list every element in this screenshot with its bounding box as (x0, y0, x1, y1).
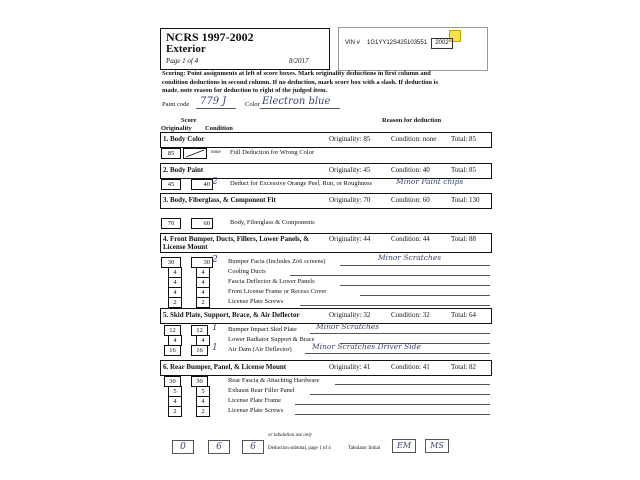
originality-score-box[interactable]: 4 (168, 267, 182, 278)
deduction-mark: 1 (212, 343, 218, 353)
item-label: Lower Radiator Support & Brace (228, 336, 315, 343)
deduction-note: Minor Scratches (316, 322, 380, 331)
section-title: 2. Body Paint (163, 166, 204, 174)
deduction-mark: 1 (212, 323, 218, 333)
form-title: NCRS 1997-2002 (166, 30, 254, 44)
year-box: 2002 (431, 38, 453, 49)
reason-line (295, 404, 490, 405)
subtotal-digit[interactable]: 0 (172, 440, 194, 454)
originality-score-box[interactable]: 30 (161, 257, 181, 268)
item-label: Exhaust Rear Filler Panel (228, 387, 295, 394)
vin-value: 1G1YY12S425103551 (367, 40, 428, 46)
total-points: Total: 82 (451, 363, 476, 371)
total-points: Total: 85 (451, 135, 476, 143)
originality-score-box[interactable]: 2 (168, 297, 182, 308)
section-6-header (160, 360, 492, 376)
reason-line (300, 305, 490, 306)
item-label: Air Dam (Air Deflector) (228, 346, 292, 353)
item-label: License Plate Screws (228, 298, 284, 305)
paint-code-label: Paint code (162, 101, 190, 108)
item-label: Body, Fiberglass & Components (230, 219, 315, 226)
condition-score-box[interactable]: 16 (191, 345, 208, 356)
page-number: Page 1 of 4 (166, 57, 199, 65)
originality-score-box[interactable]: 2 (168, 406, 182, 417)
reason-line (340, 285, 490, 286)
originality-score-box[interactable]: 85 (161, 148, 181, 159)
form-date: 8/2017 (289, 57, 309, 65)
color-label: Color (245, 101, 260, 108)
originality-score-box[interactable]: 5 (168, 386, 182, 397)
originality-points: Originality: 41 (329, 363, 371, 371)
section-title-line2: License Mount (163, 243, 208, 251)
originality-score-box[interactable]: 30 (164, 376, 181, 387)
deduction-mark: 2 (212, 255, 218, 265)
condition-score-box[interactable]: 4 (196, 287, 210, 298)
condition-score-box[interactable]: 40 (191, 179, 213, 190)
condition-score-box[interactable]: 4 (196, 335, 210, 346)
item-label: Bumper Impact Skid Plate (228, 326, 297, 333)
condition-score-box[interactable]: 5 (196, 386, 210, 397)
reason-line (305, 353, 490, 354)
slash-mark (184, 149, 206, 158)
total-points: Total: 88 (451, 235, 476, 243)
condition-score-box[interactable]: 60 (191, 218, 213, 229)
reason-line (360, 295, 490, 296)
reason-line (340, 265, 490, 266)
tabulator-initial[interactable]: MS (425, 439, 449, 453)
reason-line (290, 275, 490, 276)
originality-points: Originality: 70 (329, 196, 371, 204)
paint-code-line (196, 108, 236, 109)
reason-line (310, 333, 490, 334)
section-title: 6. Rear Bumper, Panel, & License Mount (163, 363, 287, 371)
score-header: Score (181, 117, 197, 124)
item-label: Rear Fascia & Attaching Hardware (228, 377, 320, 384)
condition-score-box[interactable]: 30 (191, 376, 208, 387)
condition-score-box[interactable]: 4 (196, 267, 210, 278)
total-points: Total: 130 (451, 196, 480, 204)
section-title: 5. Skid Plate, Support, Brace, & Air Deflector (163, 311, 300, 319)
condition-score-box[interactable]: 2 (196, 297, 210, 308)
item-label: Front License Frame or Recess Cover (228, 288, 327, 295)
originality-score-box[interactable]: 4 (168, 396, 182, 407)
item-label: Full Deduction for Wrong Color (230, 149, 315, 156)
section-title: 1. Body Color (163, 135, 205, 143)
condition-score-box[interactable] (183, 148, 207, 159)
vin-label: VIN # (345, 40, 361, 46)
tabulation-note: or tabulation use only (268, 433, 313, 438)
originality-score-box[interactable]: 4 (168, 335, 182, 346)
item-label: License Plate Screws (228, 407, 284, 414)
originality-score-box[interactable]: 12 (164, 325, 181, 336)
deduction-mark: 2 (212, 177, 218, 187)
originality-points: Originality: 45 (329, 166, 371, 174)
color-line (260, 108, 340, 109)
color-value: Electron blue (262, 96, 331, 107)
condition-points: Condition: 44 (391, 235, 430, 243)
reason-line (335, 384, 490, 385)
condition-score-box[interactable]: 30 (191, 257, 213, 268)
form-subtitle: Exterior (166, 43, 206, 55)
originality-points: Originality: 32 (329, 311, 371, 319)
section-4-header (160, 233, 492, 253)
subtotal-label: Deduction subtotal, page 1 of 4 (268, 446, 331, 451)
originality-score-box[interactable]: 4 (168, 277, 182, 288)
deduction-note: Minor Scratches Driver Side (312, 342, 421, 351)
vin-box (338, 27, 488, 71)
originality-score-box[interactable]: 45 (161, 179, 181, 190)
item-label: Bumper Facia (Includes Zo6 screens) (228, 258, 326, 265)
section-1-header (160, 132, 492, 148)
condition-header: Condition (205, 125, 233, 132)
reason-header: Reason for deduction (382, 117, 442, 124)
originality-score-box[interactable]: 4 (168, 287, 182, 298)
item-label: License Plate Frame (228, 397, 282, 404)
condition-points: Condition: none (391, 135, 437, 143)
condition-score-box[interactable]: 4 (196, 396, 210, 407)
originality-header: Originality (161, 125, 192, 132)
scoring-note-line: condition deductions in second column. If no deduction, mark score box with a slash. If deduction is (162, 78, 438, 86)
deduction-note: Minor Scratches (378, 253, 442, 262)
item-label: Fascia Deflector & Lower Panels (228, 278, 315, 285)
none-label: none (211, 150, 221, 155)
condition-score-box[interactable]: 4 (196, 277, 210, 288)
deduction-note: Minor Paint chips (396, 177, 464, 186)
reason-line (295, 414, 490, 415)
tabulator-initial-label: Tabulator Initial (348, 446, 381, 451)
originality-points: Originality: 44 (329, 235, 371, 243)
originality-points: Originality: 85 (329, 135, 371, 143)
total-points: Total: 64 (451, 311, 476, 319)
total-points: Total: 85 (451, 166, 476, 174)
section-title: 3. Body, Fiberglass, & Component Fit (163, 196, 276, 204)
condition-points: Condition: 40 (391, 166, 430, 174)
scoring-note-line: Scoring: Point assignments at left of score boxes. Mark originality deductions in first column and (162, 70, 431, 77)
tabulator-initial[interactable]: EM (392, 439, 416, 453)
title-box (160, 28, 330, 70)
originality-score-box[interactable]: 16 (164, 345, 181, 356)
condition-points: Condition: 41 (391, 363, 430, 371)
scoring-note-line: made, note reason for deduction to right of the judged item. (162, 87, 328, 94)
reason-line (310, 394, 490, 395)
condition-points: Condition: 32 (391, 311, 430, 319)
section-title: 4. Front Bumper, Ducts, Fillers, Lower Panels, & (163, 235, 310, 243)
originality-score-box[interactable]: 70 (161, 218, 181, 229)
item-label: Cooling Ducts (228, 268, 266, 275)
item-label: Deduct for Excessive Orange Peel, Run, or Roughness (230, 180, 373, 187)
subtotal-digit[interactable]: 6 (208, 440, 230, 454)
paint-code-value: 779 J (200, 96, 227, 107)
scoring-note (162, 70, 492, 96)
condition-score-box[interactable]: 2 (196, 406, 210, 417)
condition-score-box[interactable]: 12 (191, 325, 208, 336)
condition-points: Condition: 60 (391, 196, 430, 204)
section-3-header (160, 193, 492, 209)
subtotal-digit[interactable]: 6 (242, 440, 264, 454)
